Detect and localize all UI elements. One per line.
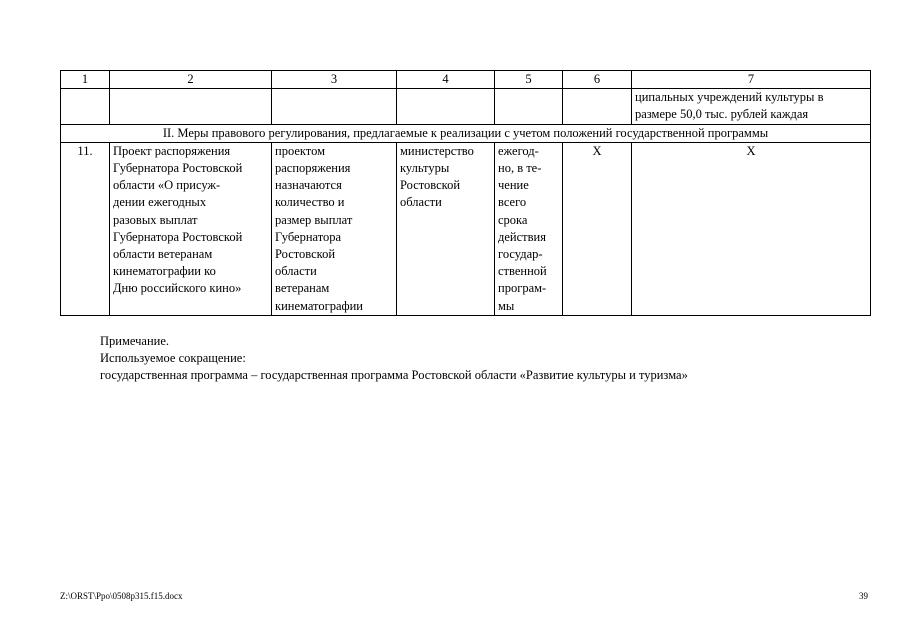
- footer-file-path: Z:\ORST\Ppo\0508p315.f15.docx: [60, 591, 183, 601]
- column-number: 2: [110, 71, 272, 89]
- page-number: 39: [859, 591, 868, 601]
- cell-line: области: [400, 195, 442, 210]
- cell-line: ципальных учреждений культуры в: [635, 90, 824, 105]
- abbreviation-heading: Используемое сокращение:: [100, 351, 246, 365]
- cell-line: размере 50,0 тыс. рублей каждая: [635, 107, 809, 122]
- cell-line: размер выплат: [275, 212, 353, 227]
- cell-line: но, в те-: [498, 161, 542, 176]
- cell-line: ственной: [498, 264, 547, 279]
- cell-line: кинематографии ко: [113, 264, 216, 279]
- cell-line: проектом: [275, 143, 326, 158]
- cell-line: области «О присуж-: [113, 178, 221, 193]
- table-row: [61, 142, 871, 315]
- empty-cell: [110, 89, 272, 124]
- empty-cell: [61, 89, 110, 124]
- column-number: 7: [632, 71, 871, 89]
- column-number: 6: [563, 71, 632, 89]
- column-number: 5: [495, 71, 563, 89]
- abbreviation-text: государственная программа – государственная программа Ростовской области «Развитие культуры и туризма»: [100, 368, 688, 382]
- section-heading-row: [61, 124, 871, 142]
- section-heading: II. Меры правового регулирования, предлагаемые к реализации с учетом положений государственной программы: [61, 124, 871, 142]
- cell-line: чение: [498, 178, 529, 193]
- cell-line: назначаются: [275, 178, 342, 193]
- cell-line: действия: [498, 229, 546, 244]
- cell-line: Губернатора: [275, 229, 342, 244]
- column-number-row: [61, 71, 871, 89]
- cell-line: разовых выплат: [113, 212, 198, 227]
- executor-cell: [397, 142, 495, 315]
- x-mark-cell: Х: [632, 142, 871, 315]
- empty-cell: [495, 89, 563, 124]
- cell-line: дении ежегодных: [113, 195, 207, 210]
- cell-line: Ростовской: [400, 178, 461, 193]
- row-number: 11.: [61, 142, 110, 315]
- deadline-cell: [495, 142, 563, 315]
- note-block: [100, 333, 688, 384]
- x-mark-cell: Х: [563, 142, 632, 315]
- cell-line: Ростовской: [275, 247, 336, 262]
- cell-line: государ-: [498, 247, 543, 262]
- column-number: 3: [272, 71, 397, 89]
- cell-line: срока: [498, 212, 528, 227]
- empty-cell: [563, 89, 632, 124]
- cell-line: ежегод-: [498, 143, 539, 158]
- cell-line: области: [275, 264, 317, 279]
- cell-line: ветеранам: [275, 281, 330, 296]
- cell-line: количество и: [275, 195, 345, 210]
- empty-cell: [272, 89, 397, 124]
- cell-line: культуры: [400, 161, 450, 176]
- continuation-cell: [632, 89, 871, 124]
- cell-line: Губернатора Ростовской: [113, 229, 243, 244]
- cell-line: програм-: [498, 281, 547, 296]
- cell-line: всего: [498, 195, 527, 210]
- cell-line: министерство: [400, 143, 474, 158]
- cell-line: Проект распоряжения: [113, 143, 231, 158]
- cell-line: области ветеранам: [113, 247, 213, 262]
- cell-line: мы: [498, 298, 515, 313]
- column-number: 1: [61, 71, 110, 89]
- cell-line: Дню российского кино»: [113, 281, 242, 296]
- measures-table: [60, 70, 871, 316]
- note-title: Примечание.: [100, 334, 170, 348]
- measure-name-cell: [110, 142, 272, 315]
- empty-cell: [397, 89, 495, 124]
- regulation-content-cell: [272, 142, 397, 315]
- cell-line: Губернатора Ростовской: [113, 161, 243, 176]
- cell-line: кинематографии: [275, 298, 364, 313]
- column-number: 4: [397, 71, 495, 89]
- continuation-row: [61, 89, 871, 124]
- cell-line: распоряжения: [275, 161, 351, 176]
